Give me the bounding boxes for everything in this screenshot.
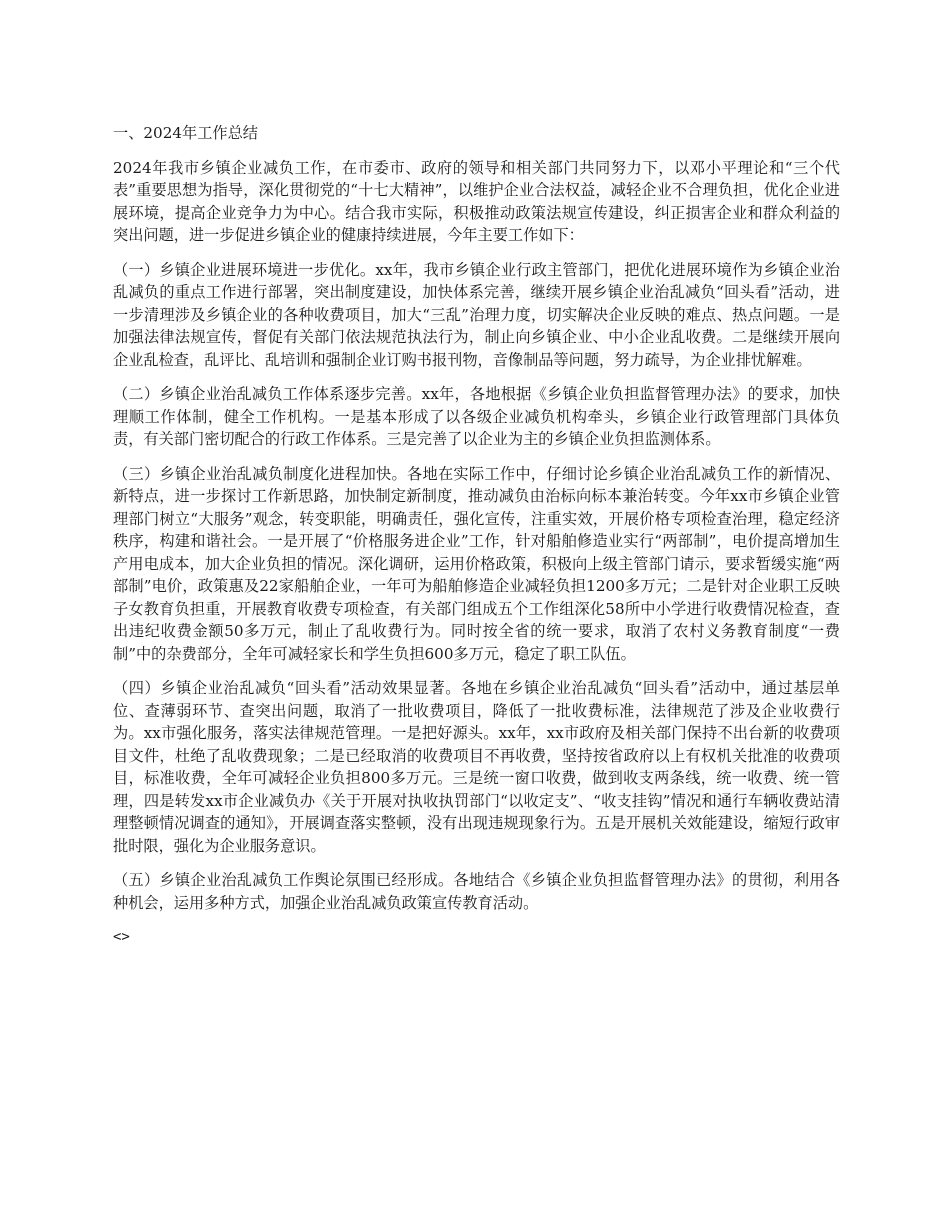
paragraph-item-1: （一）乡镇企业进展环境进一步优化。xx年，我市乡镇企业行政主管部门，把优化进展环境作为乡镇企业治乱减负的重点工作进行部署，突出制度建设，加快体系完善，继续开展乡镇企业治乱减负“回头看”活动，进一步清理涉及乡镇企业的各种收费项目，加大“三乱”治理力度，切实解决企业反映的难点、热点问题。一是加强法律法规宣传，督促有关部门依法规范执法行为，制止向乡镇企业、中小企业乱收费。二是继续开展向企业乱检查，乱评比、乱培训和强制企业订购书报刊物，音像制品等问题，努力疏导，为企业排忧解难。 [113, 260, 840, 369]
footer-mark: <> [113, 929, 130, 945]
document-body [113, 122, 840, 949]
paragraph-item-2: （二）乡镇企业治乱减负工作体系逐步完善。xx年，各地根据《乡镇企业负担监督管理办法》的要求，加快理顺工作体制，健全工作机构。一是基本形成了以各级企业减负机构牵头，乡镇企业行政管理部门具体负责，有关部门密切配合的行政工作体系。三是完善了以企业为主的乡镇企业负担监测体系。 [113, 385, 840, 448]
paragraph-item-4: （四）乡镇企业治乱减负“回头看”活动效果显著。各地在乡镇企业治乱减负“回头看”活动中，通过基层单位、查薄弱环节、查突出问题，取消了一批收费项目，降低了一批收费标准，法律规范了涉及企业收费行为。xx市强化服务，落实法律规范管理。一是把好源头。xx年，xx市政府及相关部门保持不出台新的收费项目文件，杜绝了乱收费现象；二是已经取消的收费项目不再收费，坚持按省政府以上有权机关批准的收费项目，标准收费，全年可减轻企业负担800多万元。三是统一窗口收费，做到收支两条线，统一收费、统一管理，四是转发xx市企业减负办《关于开展对执收执罚部门“以收定支”、“收支挂钩”情况和通行车辆收费站清理整顿情况调查的通知》，开展调查落实整顿，没有出现违规现象行为。五是开展机关效能建设，缩短行政审批时限，强化为企业服务意识。 [113, 679, 840, 855]
paragraph-item-3: （三）乡镇企业治乱减负制度化进程加快。各地在实际工作中，仔细讨论乡镇企业治乱减负工作的新情况、新特点，进一步探讨工作新思路，加快制定新制度，推动减负由治标向标本兼治转变。今年xx市乡镇企业管理部门树立“大服务”观念，转变职能，明确责任，强化宣传，注重实效，开展价格专项检查治理，稳定经济秩序，构建和谐社会。一是开展了“价格服务进企业”工作，针对船舶修造业实行“两部制”，电价提高增加生产用电成本，加大企业负担的情况。深化调研，运用价格政策，积极向上级主管部门请示，要求暂缓实施“两部制”电价，政策惠及22家船舶企业，一年可为船舶修造企业减轻负担1200多万元；二是针对企业职工反映子女教育负担重，开展教育收费专项检查，有关部门组成五个工作组深化58所中小学进行收费情况检查，查出违纪收费金额50多万元，制止了乱收费行为。同时按全省的统一要求，取消了农村义务教育制度“一费制”中的杂费部分，全年可减轻家长和学生负担600多万元，稳定了职工队伍。 [113, 464, 840, 663]
paragraph-item-5: （五）乡镇企业治乱减负工作舆论氛围已经形成。各地结合《乡镇企业负担监督管理办法》的贯彻，利用各种机会，运用多种方式，加强企业治乱减负政策宣传教育活动。 [113, 871, 840, 912]
section-heading: 一、2024年工作总结 [113, 124, 258, 142]
intro-paragraph: 2024年我市乡镇企业减负工作，在市委市、政府的领导和相关部门共同努力下，以邓小平理论和“三个代表”重要思想为指导，深化贯彻党的“十七大精神”，以维护企业合法权益，减轻企业不合理负担，优化企业进展环境，提高企业竞争力为中心。结合我市实际，积极推动政策法规宣传建设，纠正损害企业和群众利益的突出问题，进一步促进乡镇企业的健康持续进展，今年主要工作如下： [113, 158, 840, 244]
